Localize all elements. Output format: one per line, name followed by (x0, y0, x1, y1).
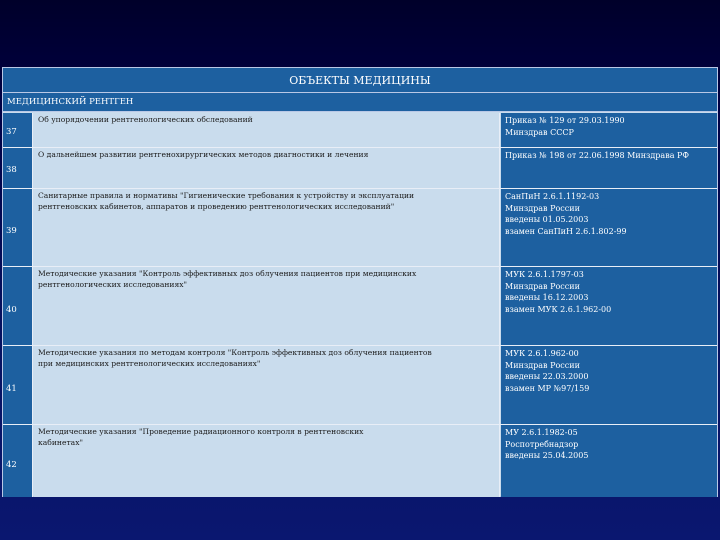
row-number-cell (3, 346, 33, 424)
row-number: 40 (6, 304, 17, 315)
row-description: О дальнейшем развитии рентгенохирургических методов диагностики и лечения (34, 148, 500, 188)
section-header: МЕДИЦИНСКИЙ РЕНТГЕН (3, 93, 717, 112)
table-row (3, 425, 717, 497)
row-description: Об упорядочении рентгенологических обследований (34, 113, 500, 147)
table-row (3, 148, 717, 189)
table-row (3, 189, 717, 267)
row-description: Санитарные правила и нормативы "Гигиенические требования к устройству и эксплуатации рентгеновских кабинетов, аппаратов и проведению рентгенологических исследований" (34, 189, 500, 266)
row-document: МУ 2.6.1.1982-05 Роспотребнадзор введены 25.04.2005 (501, 425, 717, 497)
table-row (3, 346, 717, 425)
row-document: Приказ № 129 от 29.03.1990 Минздрав СССР (501, 113, 717, 147)
row-number: 38 (6, 165, 17, 175)
row-number: 37 (6, 126, 17, 137)
row-description: Методические указания по методам контроля "Контроль эффективных доз облучения пациентов при медицинских рентгенологических исследованиях" (34, 346, 500, 424)
row-number-cell (3, 113, 33, 147)
row-document: МУК 2.6.1.962-00 Минздрав России введены 22.03.2000 взамен МР №97/159 (501, 346, 717, 424)
row-document: МУК 2.6.1.1797-03 Минздрав России введены 16.12.2003 взамен МУК 2.6.1.962-00 (501, 267, 717, 345)
table-row (3, 267, 717, 346)
table-title: ОБЪЕКТЫ МЕДИЦИНЫ (3, 68, 717, 93)
table-row (3, 113, 717, 148)
row-number: 39 (6, 226, 17, 237)
row-number: 41 (6, 383, 17, 394)
row-description: Методические указания "Проведение радиационного контроля в рентгеновских кабинетах" (34, 425, 500, 497)
row-number: 42 (6, 459, 17, 470)
row-number-cell (3, 267, 33, 345)
row-document: СанПиН 2.6.1.1192-03 Минздрав России введены 01.05.2003 взамен СанПиН 2.6.1.802-99 (501, 189, 717, 266)
row-number-cell (3, 425, 33, 497)
row-number-cell (3, 189, 33, 266)
row-number-cell (3, 148, 33, 188)
regulations-table (2, 67, 718, 497)
row-document: Приказ № 198 от 22.06.1998 Минздрава РФ (501, 148, 717, 188)
row-description: Методические указания "Контроль эффективных доз облучения пациентов при медицинских рентгенологических исследованиях" (34, 267, 500, 345)
